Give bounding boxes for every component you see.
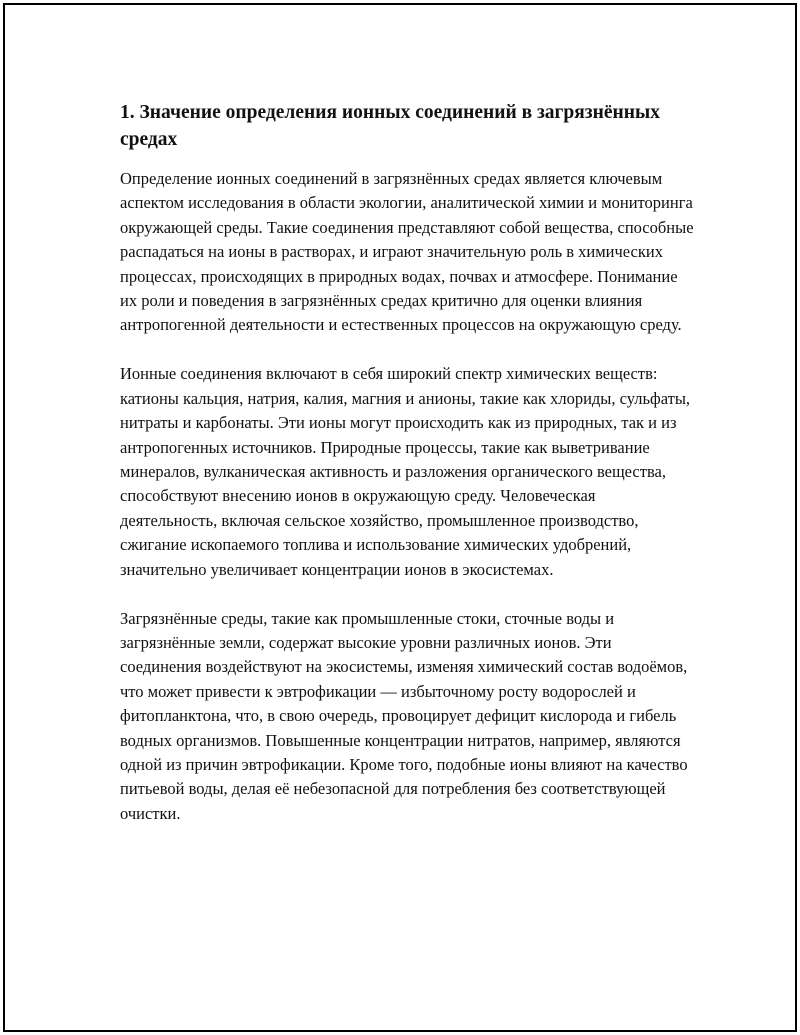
section-heading: 1. Значение определения ионных соединений в загрязнённых средах <box>120 102 660 150</box>
document-body <box>120 99 695 851</box>
page-frame <box>3 3 797 1032</box>
paragraph-3: Загрязнённые среды, такие как промышленные стоки, сточные воды и загрязнённые земли, содержат высокие уровни различных ионов. Эти соединения воздействуют на экосистемы, изменяя химический состав водоёмов, что может привести к эвтрофикации — избыточному росту водорослей и фитопланктона, что, в свою очередь, провоцирует дефицит кислорода и гибель водных организмов. Повышенные концентрации нитратов, например, являются одной из причин эвтрофикации. Кроме того, подобные ионы влияют на качество питьевой воды, делая её небезопасной для потребления без соответствующей очистки. <box>120 608 688 823</box>
paragraph-1: Определение ионных соединений в загрязнённых средах является ключевым аспектом исследования в области экологии, аналитической химии и мониторинга окружающей среды. Такие соединения представляют собой вещества, способные распадаться на ионы в растворах, и играют значительную роль в химических процессах, происходящих в природных водах, почвах и атмосфере. Понимание их роли и поведения в загрязнённых средах критично для оценки влияния антропогенной деятельности и естественных процессов на окружающую среду. <box>120 169 694 335</box>
paragraph-2: Ионные соединения включают в себя широкий спектр химических веществ: катионы кальция, натрия, калия, магния и анионы, такие как хлориды, сульфаты, нитраты и карбонаты. Эти ионы могут происходить как из природных, так и из антропогенных источников. Природные процессы, такие как выветривание минералов, вулканическая активность и разложения органического вещества, способствуют внесению ионов в окружающую среду. Человеческая деятельность, включая сельское хозяйство, промышленное производство, сжигание ископаемого топлива и использование химических удобрений, значительно увеличивает концентрации ионов в экосистемах. <box>120 364 691 579</box>
